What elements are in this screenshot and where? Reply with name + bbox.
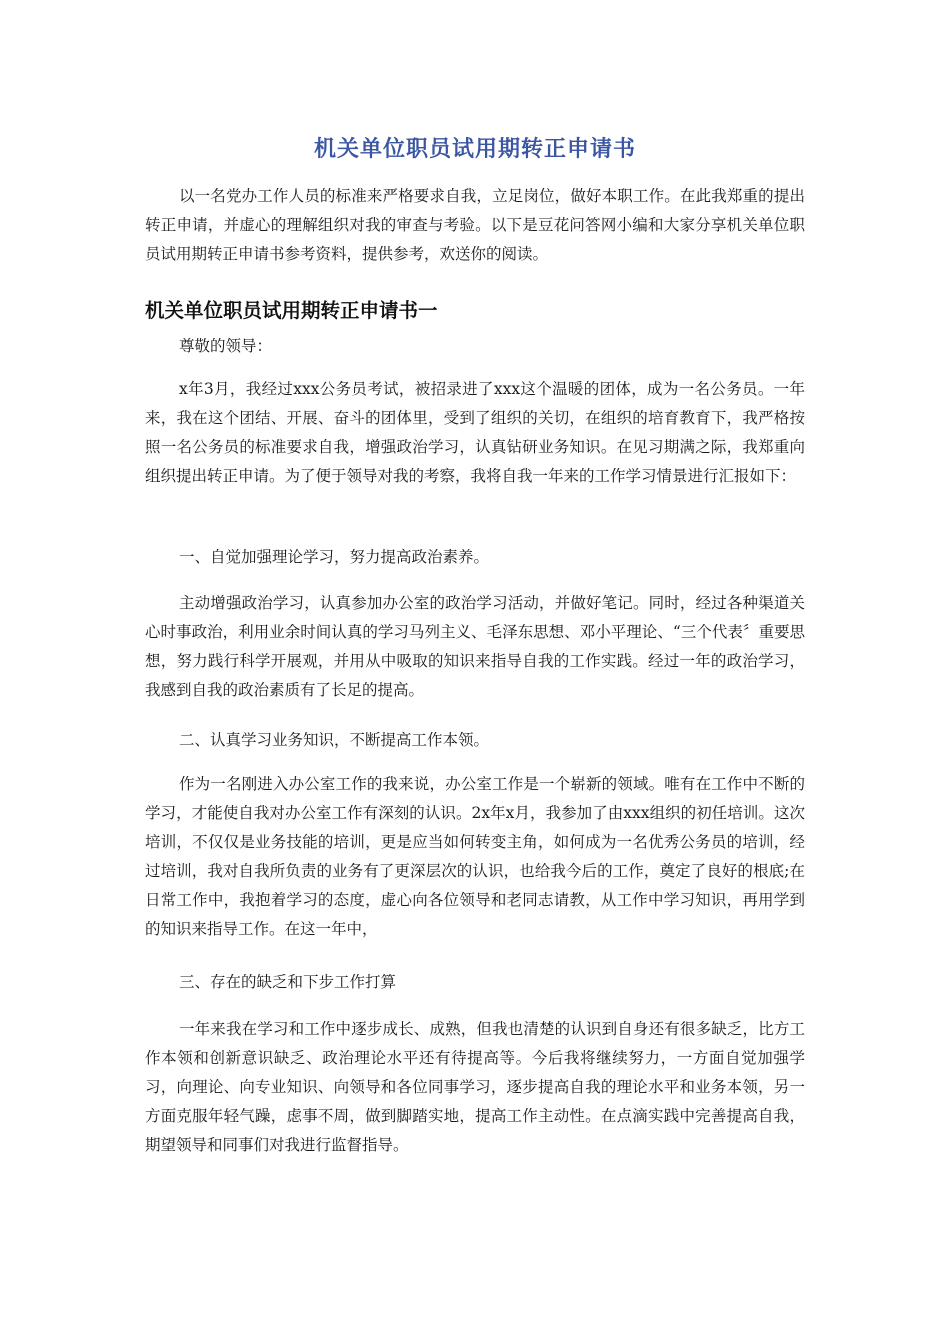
point-one-heading: 一、自觉加强理论学习，努力提高政治素养。 bbox=[179, 548, 490, 566]
body-paragraph-2: 主动增强政治学习，认真参加办公室的政治学习活动，并做好笔记。同时，经过各种渠道关心时事政治，利用业余时间认真的学习马列主义、毛泽东思想、邓小平理论、“三个代表〞重要思想，努力践行科学开展观，并用从中吸取的知识来指导自我的工作实践。经过一年的政治学习，我感到自我的政治素质有了长足的提高。 bbox=[145, 594, 805, 699]
body-paragraph-1: x年3月，我经过xxx公务员考试，被招录进了xxx这个温暖的团体，成为一名公务员。一年来，我在这个团结、开展、奋斗的团体里，受到了组织的关切，在组织的培育教育下，我严格按照一名公务员的标准要求自我，增强政治学习，认真钻研业务知识。在见习期满之际，我郑重向组织提出转正申请。为了便于领导对我的考察，我将自我一年来的工作学习情景进行汇报如下： bbox=[145, 380, 805, 485]
point-three-heading: 三、存在的缺乏和下步工作打算 bbox=[179, 973, 397, 991]
body-paragraph-3: 作为一名刚进入办公室工作的我来说，办公室工作是一个崭新的领域。唯有在工作中不断的学习，才能使自我对办公室工作有深刻的认识。2x年x月，我参加了由xxx组织的初任培训。这次培训，不仅仅是业务技能的培训，更是应当如何转变主角，如何成为一名优秀公务员的培训，经过培训，我对自我所负责的业务有了更深层次的认识，也给我今后的工作，奠定了良好的根底;在日常工作中，我抱着学习的态度，虚心向各位领导和老同志请教，从工作中学习知识，再用学到的知识来指导工作。在这一年中， bbox=[145, 775, 805, 938]
point-two-heading: 二、认真学习业务知识，不断提高工作本领。 bbox=[179, 731, 490, 749]
document-title: 机关单位职员试用期转正申请书 bbox=[313, 137, 636, 162]
body-paragraph-4: 一年来我在学习和工作中逐步成长、成熟，但我也清楚的认识到自身还有很多缺乏，比方工作本领和创新意识缺乏、政治理论水平还有待提高等。今后我将继续努力，一方面自觉加强学习，向理论、向专业知识、向领导和各位同事学习，逐步提高自我的理论水平和业务本领，另一方面克服年轻气躁，虑事不周，做到脚踏实地，提高工作主动性。在点滴实践中完善提高自我，期望领导和同事们对我进行监督指导。 bbox=[145, 1020, 805, 1154]
section-heading: 机关单位职员试用期转正申请书一 bbox=[145, 299, 438, 322]
salutation: 尊敬的领导： bbox=[179, 337, 273, 355]
intro-paragraph: 以一名党办工作人员的标准来严格要求自我，立足岗位，做好本职工作。在此我郑重的提出转正申请，并虚心的理解组织对我的审查与考验。以下是豆花问答网小编和大家分享机关单位职员试用期转正申请书参考资料，提供参考，欢送你的阅读。 bbox=[145, 187, 805, 263]
